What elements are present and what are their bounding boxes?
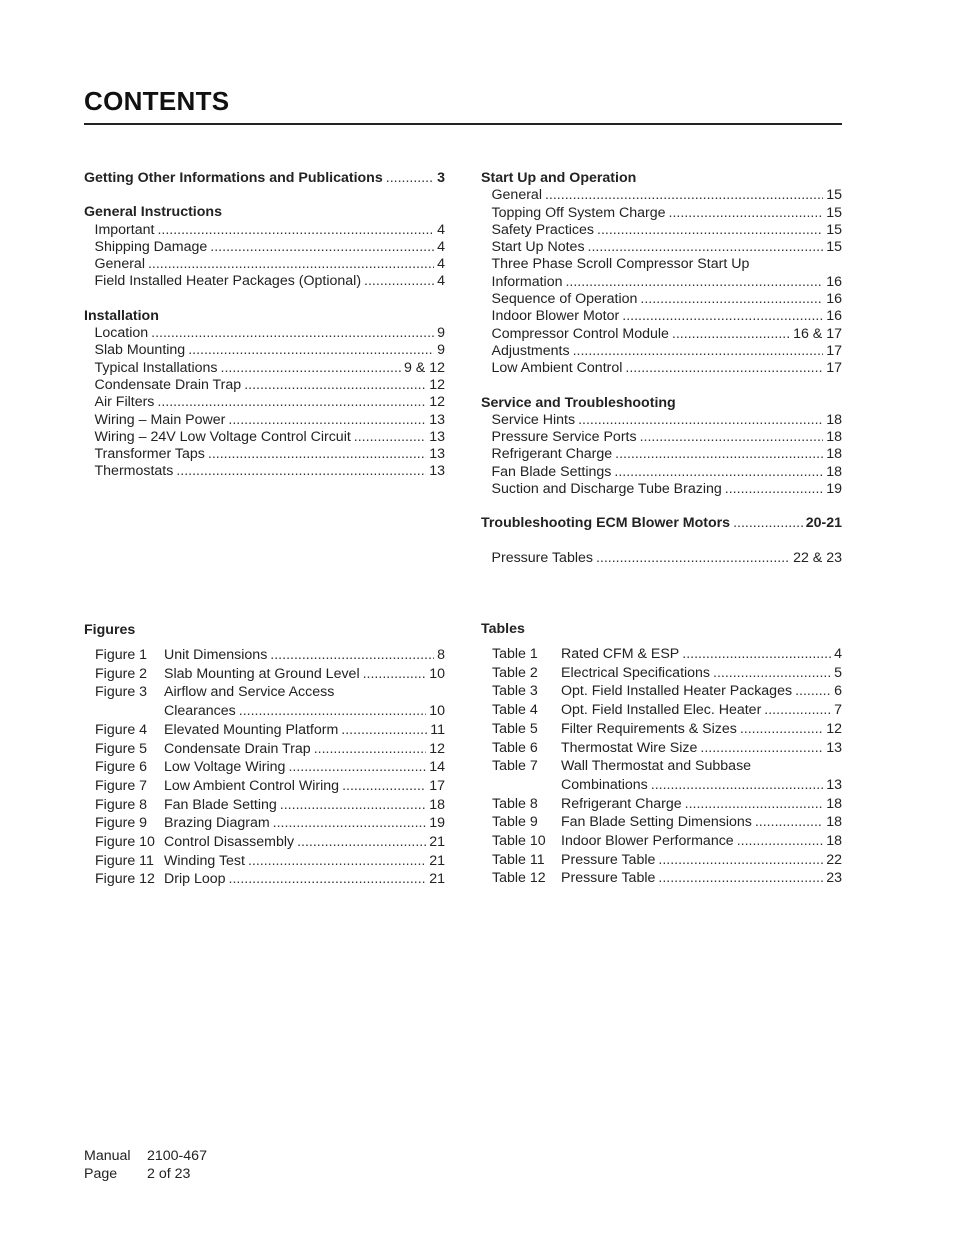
dot-leader	[545, 187, 823, 204]
figure-entry-body	[164, 814, 445, 833]
figure-page: 21	[429, 834, 445, 851]
figure-page: 10	[429, 665, 445, 682]
table-number: Table 5	[492, 720, 538, 737]
dot-leader	[210, 239, 434, 256]
toc-entry[interactable]	[481, 274, 842, 291]
table-number: Table 1	[492, 646, 538, 662]
table-entry[interactable]	[481, 757, 842, 776]
figure-title: Elevated Mounting Platform	[164, 721, 339, 738]
figure-entry[interactable]	[84, 721, 445, 740]
section-heading: Installation	[84, 307, 159, 324]
figure-entry[interactable]	[84, 758, 445, 777]
toc-entry-label: Getting Other Informations and Publications	[84, 170, 383, 186]
toc-entry[interactable]	[481, 343, 842, 360]
toc-entry-label: Transformer Taps	[94, 446, 205, 463]
table-entry[interactable]	[481, 869, 842, 888]
figure-entry[interactable]	[84, 814, 445, 833]
table-number: Table 10	[492, 833, 546, 850]
figure-entry[interactable]	[84, 852, 445, 871]
toc-entry[interactable]	[481, 308, 842, 325]
table-title: Electrical Specifications	[561, 664, 711, 681]
toc-entry[interactable]	[84, 360, 445, 377]
toc-entry-page: 16	[826, 291, 842, 308]
figure-page: 21	[429, 871, 445, 888]
table-title: Indoor Blower Performance	[561, 833, 734, 850]
toc-entry-label: Low Ambient Control	[491, 360, 623, 377]
section-heading: Start Up and Operation	[481, 170, 637, 186]
toc-entry[interactable]	[481, 464, 842, 481]
figure-title: Winding Test	[164, 852, 245, 869]
toc-section	[481, 395, 842, 499]
dot-leader	[244, 377, 426, 394]
toc-entry-page: 17	[826, 342, 842, 359]
table-entry-body	[561, 813, 842, 832]
figure-title: Low Voltage Wiring	[164, 759, 286, 776]
table-page: 4	[834, 646, 842, 662]
dot-leader	[288, 758, 426, 777]
table-number: Table 9	[492, 814, 538, 831]
toc-entry[interactable]	[481, 481, 842, 498]
figure-page: 21	[429, 852, 445, 869]
toc-entry[interactable]	[84, 325, 445, 342]
dot-leader	[363, 665, 427, 684]
toc-entry-label-continued: Information	[491, 273, 563, 290]
toc-entry-label: Condensate Drain Trap	[94, 376, 242, 393]
toc-entry-page: 9	[437, 325, 445, 342]
toc-entry[interactable]	[481, 187, 842, 204]
toc-entry-label: Pressure Tables	[491, 549, 593, 566]
toc-entry-page: 15	[826, 204, 842, 221]
figure-entry[interactable]	[84, 833, 445, 852]
page-number: 2 of 23	[147, 1165, 191, 1182]
toc-entry-label: Wiring – 24V Low Voltage Control Circuit	[94, 428, 351, 445]
table-entry-body	[561, 757, 842, 776]
table-number: Table 8	[492, 795, 538, 812]
toc-entry[interactable]	[84, 222, 445, 239]
toc-entry-page: 18	[826, 411, 842, 428]
dot-leader	[239, 702, 426, 721]
toc-entry-label: Typical Installations	[94, 359, 218, 376]
dot-leader	[685, 795, 824, 814]
toc-entry[interactable]	[84, 463, 445, 480]
figure-page: 17	[429, 777, 445, 794]
dot-leader	[248, 852, 426, 871]
figure-entry[interactable]	[84, 777, 445, 796]
dot-leader	[658, 869, 823, 888]
toc-entry-page: 18	[826, 463, 842, 480]
table-entry[interactable]	[481, 851, 842, 870]
toc-entry[interactable]	[481, 205, 842, 222]
toc-section	[481, 170, 842, 378]
dot-leader	[314, 740, 427, 759]
dot-leader	[682, 645, 831, 664]
toc-entry-page: 3	[437, 170, 445, 186]
figure-entry-body	[164, 758, 445, 777]
dot-leader	[342, 777, 426, 796]
table-page: 18	[826, 833, 842, 850]
figure-title: Airflow and Service Access	[164, 684, 335, 701]
table-title: Refrigerant Charge	[561, 795, 682, 812]
figure-title: Drip Loop	[164, 871, 226, 888]
toc-entry-label: Refrigerant Charge	[491, 446, 613, 463]
toc-left-column	[84, 170, 445, 498]
toc-entry-label: Pressure Service Ports	[491, 429, 637, 446]
figure-number: Figure 10	[95, 834, 155, 851]
table-entry[interactable]	[481, 664, 842, 683]
table-entry[interactable]	[481, 720, 842, 739]
table-entry[interactable]	[481, 645, 842, 664]
dot-leader	[733, 515, 803, 532]
manual-label: Manual	[84, 1148, 131, 1164]
toc-entry-label: Fan Blade Settings	[491, 463, 612, 480]
section-heading: General Instructions	[84, 204, 222, 221]
dot-leader	[740, 720, 823, 739]
dot-leader	[614, 464, 823, 481]
dot-leader	[297, 833, 426, 852]
toc-entry[interactable]	[481, 360, 842, 377]
dot-leader	[764, 701, 831, 720]
page-label: Page	[84, 1165, 118, 1182]
toc-entry[interactable]	[84, 273, 445, 290]
dot-leader	[228, 412, 426, 429]
dot-leader	[713, 664, 831, 683]
toc-entry-page: 15	[826, 221, 842, 238]
dot-leader	[221, 360, 401, 377]
figure-page: 10	[429, 703, 445, 720]
figure-number: Figure 3	[95, 684, 148, 701]
figure-page: 14	[429, 759, 445, 776]
dot-leader	[208, 446, 426, 463]
toc-entry[interactable]	[481, 446, 842, 463]
figure-entry-body	[164, 665, 445, 684]
toc-entry[interactable]	[84, 342, 445, 359]
tables-list	[481, 620, 842, 888]
table-entry-body	[561, 720, 842, 739]
table-number: Table 3	[492, 683, 538, 700]
table-number: Table 4	[492, 702, 538, 719]
toc-entry-page: 13	[429, 411, 445, 428]
figure-page: 12	[429, 740, 445, 757]
table-number: Table 11	[492, 851, 545, 868]
dot-leader	[148, 256, 434, 273]
table-title: Opt. Field Installed Elec. Heater	[561, 702, 762, 719]
table-entry[interactable]	[481, 795, 842, 814]
table-title-continued: Combinations	[561, 776, 648, 793]
toc-entry[interactable]	[481, 550, 842, 567]
figure-title: Control Disassembly	[164, 834, 295, 851]
dot-leader	[386, 170, 434, 187]
toc-entry-label: Suction and Discharge Tube Brazing	[491, 481, 722, 498]
dot-leader	[755, 813, 823, 832]
toc-entry-page: 16	[826, 308, 842, 325]
table-title: Filter Requirements & Sizes	[561, 720, 737, 737]
toc-entry-label: Service Hints	[491, 411, 576, 428]
toc-entry-label: Start Up Notes	[491, 239, 585, 256]
dot-leader	[725, 481, 823, 498]
figure-title-continued: Clearances	[164, 703, 236, 720]
figure-title: Brazing Diagram	[164, 815, 270, 832]
toc-entry-page: 16	[826, 273, 842, 290]
table-page: 23	[826, 870, 842, 887]
toc-section	[481, 550, 842, 567]
toc-entry-label: Shipping Damage	[94, 238, 208, 255]
dot-leader	[341, 721, 427, 740]
figure-heading: Figures	[84, 622, 136, 638]
toc-entry-label: Safety Practices	[491, 221, 595, 238]
toc-entry[interactable]	[84, 239, 445, 256]
toc-entry[interactable]	[84, 412, 445, 429]
dot-leader	[625, 360, 823, 377]
figure-number: Figure 12	[95, 871, 155, 888]
toc-entry[interactable]	[84, 446, 445, 463]
toc-entry-label: Topping Off System Charge	[491, 204, 666, 221]
dot-leader	[573, 343, 824, 360]
toc-entry[interactable]	[84, 377, 445, 394]
figure-entry-body	[164, 683, 445, 702]
dot-leader	[640, 429, 824, 446]
toc-entry[interactable]	[84, 256, 445, 273]
dot-leader	[151, 325, 434, 342]
dot-leader	[622, 308, 823, 325]
toc-entry[interactable]	[84, 429, 445, 446]
toc-entry[interactable]	[481, 429, 842, 446]
toc-entry-page: 9	[437, 342, 445, 359]
toc-entry-page: 18	[826, 446, 842, 463]
table-number: Table 12	[492, 870, 546, 887]
figures-list	[84, 621, 445, 889]
toc-entry-page: 13	[429, 428, 445, 445]
figure-number: Figure 1	[95, 647, 148, 663]
dot-leader	[229, 870, 427, 889]
figure-number: Figure 4	[95, 721, 148, 738]
toc-entry-label: Field Installed Heater Packages (Optional)	[94, 273, 362, 290]
toc-entry-page: 4	[437, 238, 445, 255]
title-rule	[84, 123, 842, 125]
table-page: 22	[826, 851, 842, 868]
toc-entry-page: 13	[429, 446, 445, 463]
toc-entry-page: 13	[429, 463, 445, 480]
table-title: Pressure Table	[561, 851, 656, 868]
page-footer	[84, 1148, 207, 1183]
table-title: Fan Blade Setting Dimensions	[561, 814, 752, 831]
toc-entry[interactable]	[481, 222, 842, 239]
dot-leader	[270, 646, 434, 665]
dot-leader	[672, 326, 790, 343]
dot-leader	[640, 291, 823, 308]
table-number: Table 7	[492, 758, 538, 775]
toc-entry-label: Sequence of Operation	[491, 291, 638, 308]
toc-entry-page: 4	[437, 256, 445, 273]
table-entry-body	[561, 832, 842, 851]
figure-title: Slab Mounting at Ground Level	[164, 665, 360, 682]
toc-entry-label: Location	[94, 325, 149, 342]
toc-entry-label: Important	[94, 221, 155, 238]
toc-entry[interactable]	[84, 394, 445, 411]
table-entry-body	[561, 645, 842, 664]
toc-entry-page: 17	[826, 360, 842, 377]
toc-entry-page: 4	[437, 273, 445, 290]
dot-leader	[658, 851, 823, 870]
toc-entry-label: Indoor Blower Motor	[491, 308, 620, 325]
toc-entry[interactable]	[481, 326, 842, 343]
figure-number: Figure 2	[95, 665, 148, 682]
table-page: 12	[826, 720, 842, 737]
dot-leader	[795, 682, 831, 701]
figure-entry-body	[164, 870, 445, 889]
dot-leader	[157, 394, 426, 411]
toc-entry-label: General	[94, 256, 145, 273]
figure-number: Figure 6	[95, 759, 148, 776]
toc-entry-label: General	[491, 187, 542, 204]
toc-entry[interactable]	[481, 239, 842, 256]
toc-entry-page: 16 & 17	[793, 325, 842, 342]
figure-entry-body	[164, 777, 445, 796]
toc-entry-page: 12	[429, 376, 445, 393]
table-page: 18	[826, 814, 842, 831]
toc-entry-page: 4	[437, 221, 445, 238]
figure-title: Fan Blade Setting	[164, 796, 277, 813]
figure-page: 11	[430, 721, 445, 738]
dot-leader	[280, 796, 426, 815]
table-entry[interactable]	[481, 701, 842, 720]
figure-title: Unit Dimensions	[164, 647, 268, 663]
toc-entry-page: 22 & 23	[793, 549, 842, 566]
dot-leader	[669, 205, 824, 222]
dot-leader	[615, 446, 823, 463]
table-entry-body	[561, 701, 842, 720]
table-heading: Tables	[481, 621, 525, 637]
dot-leader	[651, 776, 823, 795]
table-entry-body	[561, 851, 842, 870]
figure-number: Figure 7	[95, 777, 148, 794]
table-number: Table 6	[492, 739, 538, 756]
dot-leader	[737, 832, 824, 851]
table-entry[interactable]	[481, 739, 842, 758]
toc-entry-label: Slab Mounting	[94, 342, 186, 359]
toc-entry[interactable]	[84, 170, 445, 187]
toc-entry-label: Thermostats	[94, 463, 174, 480]
figure-page: 8	[437, 647, 445, 663]
figure-entry-continued	[84, 702, 445, 721]
table-entry-continued	[481, 776, 842, 795]
dot-leader	[597, 222, 823, 239]
figure-entry[interactable]	[84, 870, 445, 889]
dot-leader	[596, 550, 790, 567]
toc-section	[84, 204, 445, 290]
figure-entry[interactable]	[84, 646, 445, 665]
table-page: 18	[826, 795, 842, 812]
toc-entry[interactable]	[481, 412, 842, 429]
dot-leader	[176, 463, 426, 480]
figure-entry[interactable]	[84, 796, 445, 815]
figure-title: Low Ambient Control Wiring	[164, 777, 340, 794]
toc-entry[interactable]	[481, 291, 842, 308]
table-entry-body	[561, 682, 842, 701]
figure-entry-body	[164, 740, 445, 759]
toc-right-column	[481, 170, 842, 584]
toc-entry-page: 15	[826, 239, 842, 256]
dot-leader	[578, 412, 823, 429]
table-entry[interactable]	[481, 832, 842, 851]
toc-entry-label: Three Phase Scroll Compressor Start Up	[491, 256, 750, 273]
dot-leader	[364, 273, 434, 290]
figure-entry[interactable]	[84, 665, 445, 684]
toc-section	[481, 515, 842, 532]
figure-number: Figure 5	[95, 740, 148, 757]
figure-number: Figure 11	[95, 852, 154, 869]
figure-page: 19	[429, 815, 445, 832]
toc-entry[interactable]	[481, 515, 842, 532]
figure-number: Figure 9	[95, 815, 148, 832]
figure-page: 18	[429, 796, 445, 813]
toc-entry-label: Wiring – Main Power	[94, 411, 226, 428]
toc-section	[84, 170, 445, 187]
table-entry-body	[561, 739, 842, 758]
table-page: 5	[834, 664, 842, 681]
table-title: Rated CFM & ESP	[561, 646, 680, 662]
toc-entry-label: Troubleshooting ECM Blower Motors	[481, 515, 731, 532]
table-page: 13	[826, 776, 842, 793]
table-page: 13	[826, 739, 842, 756]
toc-entry-page: 18	[826, 429, 842, 446]
table-entry-body	[561, 795, 842, 814]
toc-entry-label: Adjustments	[491, 342, 570, 359]
page-title: CONTENTS	[84, 86, 230, 116]
table-title: Pressure Table	[561, 870, 656, 887]
figure-entry-body	[164, 721, 445, 740]
dot-leader	[565, 274, 823, 291]
dot-leader	[157, 222, 434, 239]
table-title: Thermostat Wire Size	[561, 739, 698, 756]
toc-entry-label: Compressor Control Module	[491, 325, 669, 342]
table-entry-body	[561, 869, 842, 888]
toc-section	[84, 308, 445, 481]
table-entry-body	[561, 664, 842, 683]
toc-entry-label: Air Filters	[94, 394, 155, 411]
table-entry[interactable]	[481, 682, 842, 701]
table-title: Opt. Field Installed Heater Packages	[561, 683, 793, 700]
figure-number: Figure 8	[95, 796, 148, 813]
toc-entry-page: 15	[826, 187, 842, 204]
table-number: Table 2	[492, 664, 538, 681]
dot-leader	[273, 814, 427, 833]
table-title: Wall Thermostat and Subbase	[561, 758, 752, 775]
table-page: 7	[834, 702, 842, 719]
figure-entry[interactable]	[84, 740, 445, 759]
dot-leader	[588, 239, 824, 256]
table-entry[interactable]	[481, 813, 842, 832]
figure-entry-body	[164, 852, 445, 871]
figure-entry-body	[164, 646, 445, 665]
figure-title: Condensate Drain Trap	[164, 740, 311, 757]
table-page: 6	[834, 683, 842, 700]
dot-leader	[188, 342, 434, 359]
toc-entry-page: 20-21	[805, 515, 842, 532]
figure-entry-body	[164, 796, 445, 815]
figure-entry[interactable]	[84, 683, 445, 702]
section-heading: Service and Troubleshooting	[481, 394, 676, 411]
manual-number: 2100-467	[147, 1148, 207, 1164]
figure-entry-body	[164, 833, 445, 852]
toc-entry-page: 12	[429, 394, 445, 411]
toc-entry-page: 19	[826, 481, 842, 498]
toc-entry-page: 9 & 12	[403, 359, 445, 376]
dot-leader	[700, 739, 823, 758]
dot-leader	[354, 429, 426, 446]
